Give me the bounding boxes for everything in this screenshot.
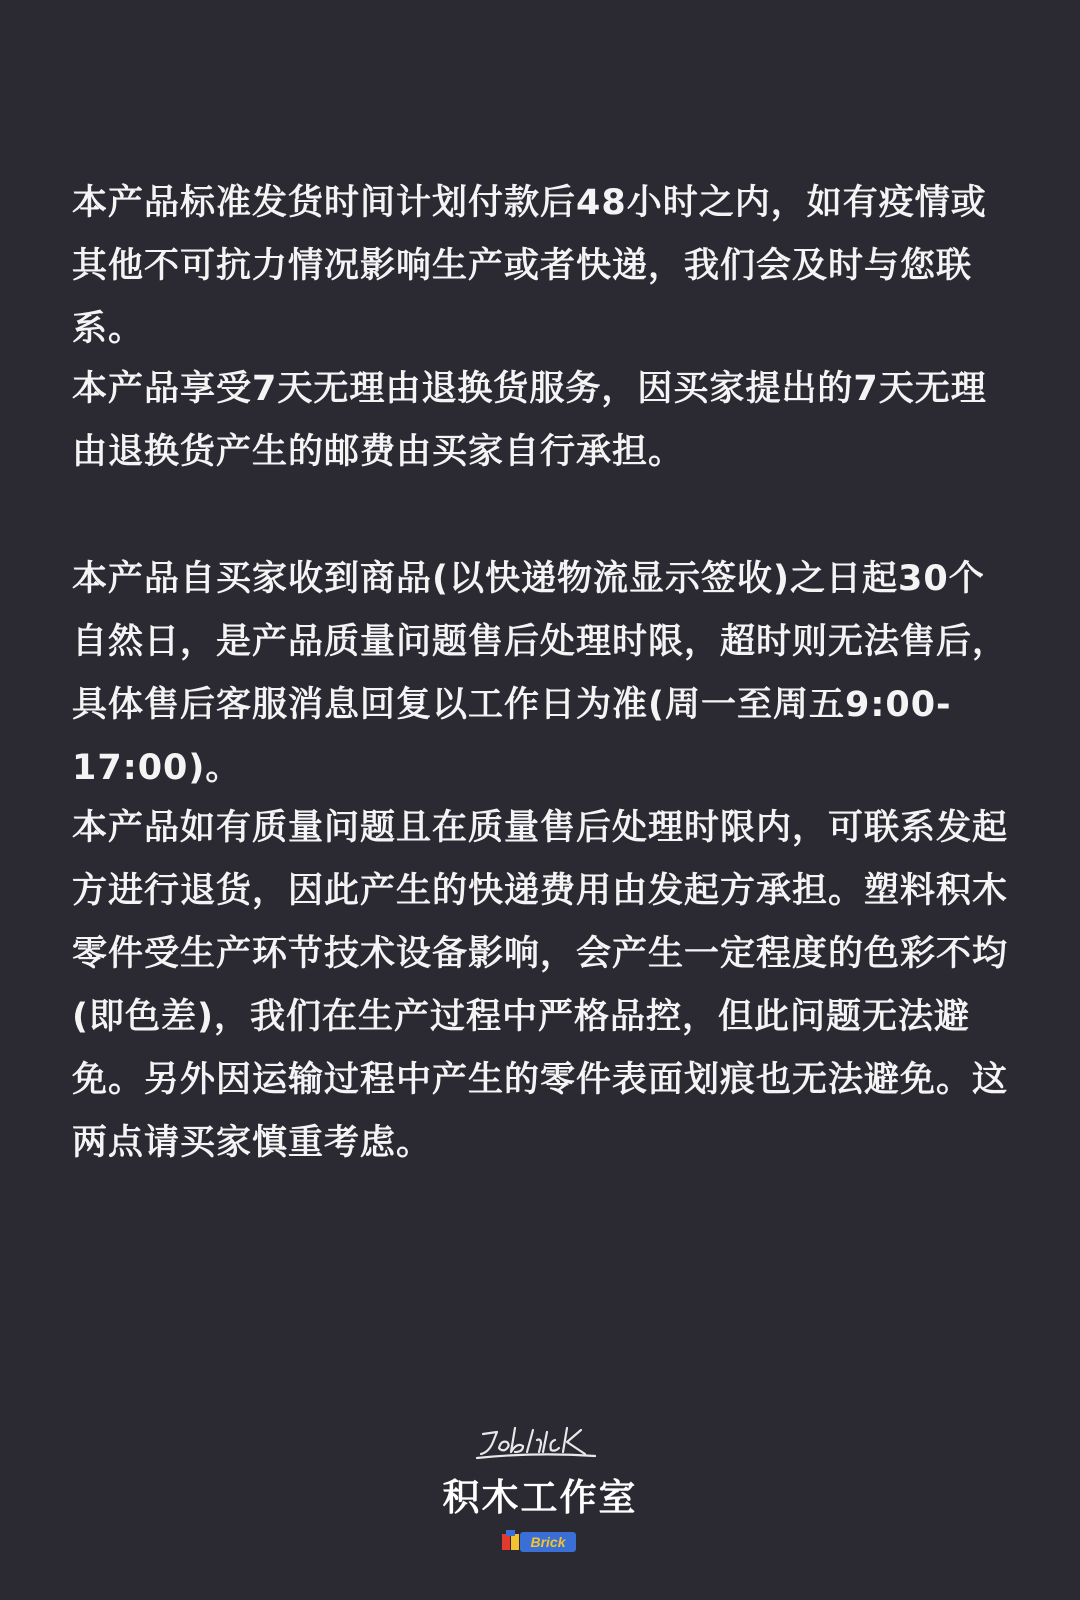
notice-paragraph-shipping: 本产品标准发货时间计划付款后48小时之内，如有疫情或其他不可抗力情况影响生产或者快递，我们会及时与您联系。 bbox=[72, 183, 987, 349]
brand-name: 积木工作室 bbox=[442, 1476, 638, 1519]
footer bbox=[0, 1418, 1080, 1554]
handwritten-signature-icon bbox=[475, 1418, 605, 1468]
notice-paragraph-returns: 本产品享受7天无理由退换货服务，因买家提出的7天无理由退换货产生的邮费由买家自行承担。 bbox=[72, 369, 987, 472]
brick-logo-text: Brick bbox=[530, 1534, 566, 1550]
brick-logo-icon bbox=[502, 1528, 578, 1554]
notice-paragraph-after-sales: 本产品自买家收到商品(以快递物流显示签收)之日起30个自然日，是产品质量问题售后处理时限，超时则无法售后，具体售后客服消息回复以工作日为准(周一至周五9:00-17:00)。 bbox=[72, 559, 1009, 788]
notice-paragraph-quality: 本产品如有质量问题且在质量售后处理时限内，可联系发起方进行退货，因此产生的快递费用由发起方承担。塑料积木零件受生产环节技术设备影响，会产生一定程度的色彩不均(即色差)，我们在生产过程中严格品控，但此问题无法避免。另外因运输过程中产生的零件表面划痕也无法避免。这两点请买家慎重考虑。 bbox=[72, 808, 1009, 1163]
